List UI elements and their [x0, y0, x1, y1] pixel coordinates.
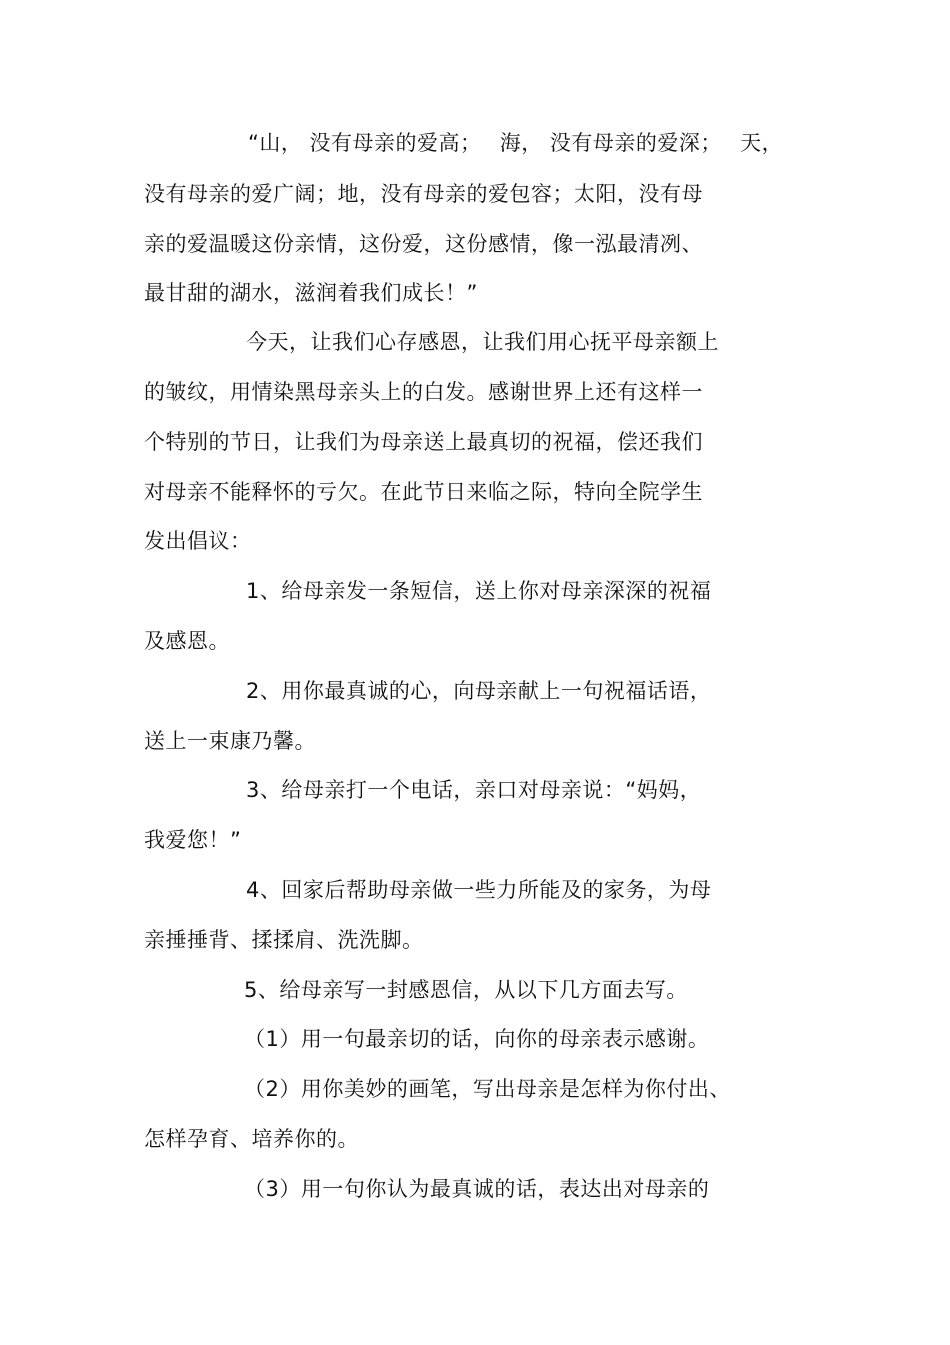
- text-line: 今天，让我们心存感恩，让我们用心抚平母亲额上: [246, 330, 719, 354]
- text-line: 最甘甜的湖水，滋润着我们成长！”: [144, 281, 478, 305]
- text-line: 怎样孕育、培养你的。: [144, 1127, 359, 1151]
- text-line: 我爱您！”: [144, 828, 242, 852]
- text-line: 没有母亲的爱广阔；地，没有母亲的爱包容；太阳，没有母: [144, 182, 703, 206]
- list-item-1: 1、给母亲发一条短信，送上你对母亲深深的祝福: [246, 579, 712, 603]
- list-item-4: 4、回家后帮助母亲做一些力所能及的家务，为母: [246, 878, 712, 902]
- text-line: 亲捶捶背、揉揉肩、洗洗脚。: [144, 928, 424, 952]
- list-item-5: 5、给母亲写一封感恩信，从以下几方面去写。: [244, 978, 688, 1002]
- text-line: 及感恩。: [144, 629, 230, 653]
- list-item-3: 3、给母亲打一个电话，亲口对母亲说：“妈妈，: [246, 778, 702, 802]
- sub-item-3: （3）用一句你认为最真诚的话，表达出对母亲的: [244, 1177, 710, 1201]
- list-item-2: 2、用你最真诚的心，向母亲献上一句祝福话语，: [246, 679, 712, 703]
- text-line: 的皱纹，用情染黑母亲头上的白发。感谢世界上还有这样一: [144, 380, 703, 404]
- text-line: 亲的爱温暖这份亲情，这份爱，这份感情，像一泓最清冽、: [144, 232, 703, 256]
- text-line: 送上一束康乃馨。: [144, 729, 316, 753]
- text-line: 个特别的节日，让我们为母亲送上最真切的祝福，偿还我们: [144, 430, 703, 454]
- text-line: 对母亲不能释怀的亏欠。在此节日来临之际，特向全院学生: [144, 480, 703, 504]
- text-line: “山， 没有母亲的爱高； 海， 没有母亲的爱深； 天，: [248, 131, 784, 155]
- sub-item-2: （2）用你美妙的画笔，写出母亲是怎样为你付出、: [244, 1077, 731, 1101]
- sub-item-1: （1）用一句最亲切的话，向你的母亲表示感谢。: [244, 1027, 710, 1051]
- text-line: 发出倡议：: [144, 529, 252, 553]
